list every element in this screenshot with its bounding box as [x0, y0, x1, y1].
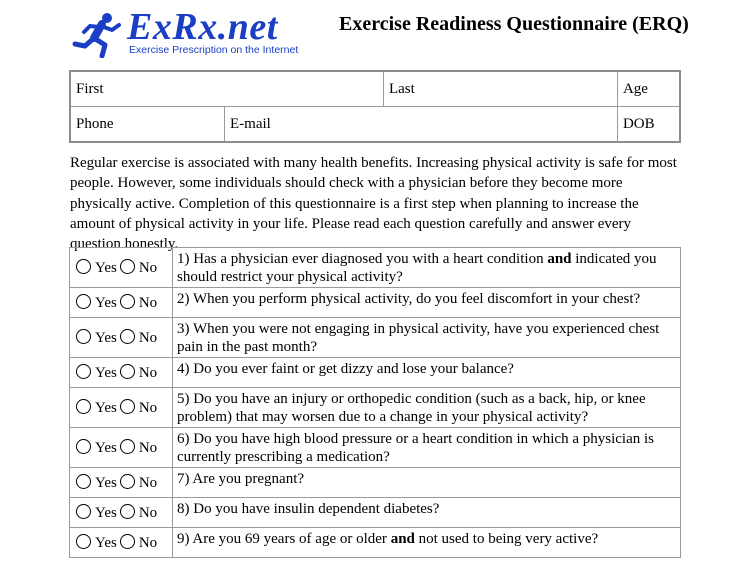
dob-field[interactable]: DOB [617, 107, 680, 143]
age-field[interactable]: Age [617, 71, 680, 107]
answer-options [70, 468, 173, 498]
no-radio[interactable] [120, 329, 135, 344]
no-label: No [138, 534, 158, 551]
yes-label: Yes [95, 474, 117, 491]
no-radio[interactable] [120, 399, 135, 414]
no-label: No [138, 364, 158, 381]
answer-options [70, 528, 173, 558]
questions-table [69, 247, 681, 558]
no-radio[interactable] [120, 259, 135, 274]
answer-options [70, 388, 173, 428]
question-text: 3) When you were not engaging in physical activity, have you experienced chest pain in the past month? [173, 318, 681, 358]
yes-label: Yes [95, 259, 117, 276]
question-row [70, 468, 681, 498]
yes-radio[interactable] [76, 504, 91, 519]
question-row [70, 318, 681, 358]
answer-options [70, 318, 173, 358]
no-label: No [138, 259, 158, 276]
question-text: 4) Do you ever faint or get dizzy and lose your balance? [173, 358, 681, 388]
question-row [70, 358, 681, 388]
yes-radio[interactable] [76, 534, 91, 549]
yes-label: Yes [95, 534, 117, 551]
question-text: 9) Are you 69 years of age or older and not used to being very active? [173, 528, 681, 558]
question-text: 1) Has a physician ever diagnosed you with a heart condition and indicated you should restrict your physical activity? [173, 248, 681, 288]
page-title: Exercise Readiness Questionnaire (ERQ) [339, 13, 689, 35]
no-label: No [138, 399, 158, 416]
question-row [70, 288, 681, 318]
yes-label: Yes [95, 439, 117, 456]
no-radio[interactable] [120, 534, 135, 549]
yes-radio[interactable] [76, 294, 91, 309]
exrx-logo[interactable] [72, 6, 299, 58]
yes-radio[interactable] [76, 364, 91, 379]
question-row [70, 498, 681, 528]
personal-info-table [69, 70, 681, 143]
yes-label: Yes [95, 329, 117, 346]
question-text: 6) Do you have high blood pressure or a heart condition in which a physician is currently prescribing a medication? [173, 428, 681, 468]
logo-wordmark: ExRx.net [127, 6, 278, 48]
no-radio[interactable] [120, 364, 135, 379]
question-text: 7) Are you pregnant? [173, 468, 681, 498]
intro-paragraph: Regular exercise is associated with many health benefits. Increasing physical activity is safe for most people. However, some individuals should check with a physician before they become more physically active. Completion of this questionnaire is a first step when planning to increase the amount of physical activity in your life. Please read each question carefully and answer every question honestly. [70, 155, 677, 253]
answer-options [70, 248, 173, 288]
question-row [70, 248, 681, 288]
yes-radio[interactable] [76, 329, 91, 344]
yes-radio[interactable] [76, 399, 91, 414]
yes-radio[interactable] [76, 439, 91, 454]
no-radio[interactable] [120, 474, 135, 489]
answer-options [70, 428, 173, 468]
no-radio[interactable] [120, 294, 135, 309]
phone-field[interactable]: Phone [70, 107, 225, 143]
answer-options [70, 498, 173, 528]
no-label: No [138, 504, 158, 521]
no-label: No [138, 439, 158, 456]
answer-options [70, 358, 173, 388]
no-radio[interactable] [120, 439, 135, 454]
first-name-field[interactable]: First [70, 71, 383, 107]
logo-tagline: Exercise Prescription on the Internet [129, 44, 299, 56]
yes-label: Yes [95, 294, 117, 311]
no-label: No [138, 474, 158, 491]
last-name-field[interactable]: Last [383, 71, 617, 107]
yes-radio[interactable] [76, 259, 91, 274]
yes-label: Yes [95, 504, 117, 521]
question-text: 5) Do you have an injury or orthopedic condition (such as a back, hip, or knee problem) that may worsen due to a change in your physical activity? [173, 388, 681, 428]
runner-icon [72, 12, 124, 58]
yes-label: Yes [95, 399, 117, 416]
no-label: No [138, 294, 158, 311]
yes-radio[interactable] [76, 474, 91, 489]
no-radio[interactable] [120, 504, 135, 519]
question-text: 8) Do you have insulin dependent diabetes? [173, 498, 681, 528]
question-row [70, 428, 681, 468]
question-row [70, 388, 681, 428]
question-row [70, 528, 681, 558]
no-label: No [138, 329, 158, 346]
email-field[interactable]: E-mail [225, 107, 618, 143]
answer-options [70, 288, 173, 318]
question-text: 2) When you perform physical activity, do you feel discomfort in your chest? [173, 288, 681, 318]
yes-label: Yes [95, 364, 117, 381]
